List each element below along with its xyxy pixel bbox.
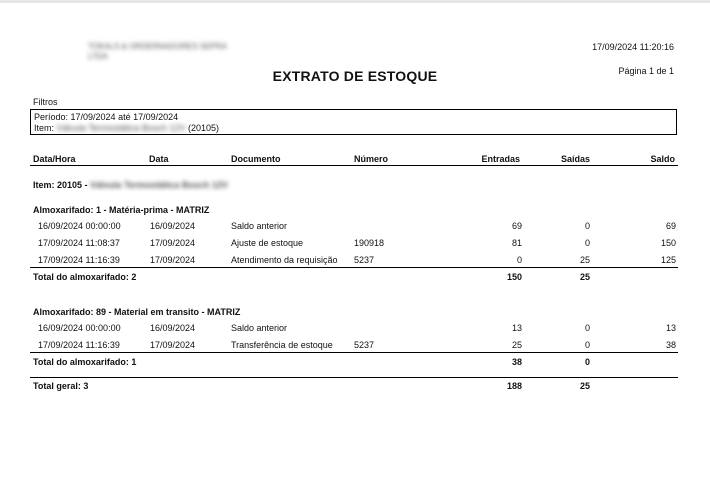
- item-heading-name: Válvula Termostática Bosch 12V: [90, 180, 228, 190]
- row-datahora: 17/09/2024 11:16:39: [38, 255, 120, 265]
- grand-total-divider: [30, 377, 678, 378]
- item-heading-prefix: Item: 20105 -: [33, 180, 88, 190]
- grand-total-label: Total geral: 3: [33, 381, 89, 391]
- row-saldo: 125: [660, 255, 676, 265]
- filter-item: [34, 123, 673, 134]
- page-top-border: [0, 0, 710, 3]
- row-data: 17/09/2024: [150, 255, 196, 265]
- col-header-data: Data: [149, 154, 169, 164]
- row-saldo: 150: [660, 238, 676, 248]
- page-number: Página 1 de 1: [618, 66, 674, 76]
- row-data: 16/09/2024: [150, 221, 196, 231]
- row-numero: 5237: [354, 340, 375, 350]
- col-header-entradas: Entradas: [481, 154, 520, 164]
- row-saidas: 0: [584, 340, 590, 350]
- row-documento: Ajuste de estoque: [231, 238, 304, 248]
- col-header-numero: Número: [354, 154, 389, 164]
- row-saidas: 0: [584, 221, 590, 231]
- grand-total-entradas: 188: [506, 381, 522, 391]
- warehouse-total-label: Total do almoxarifado: 1: [33, 357, 137, 367]
- company-line-2: LTDA: [88, 52, 108, 61]
- row-documento: Saldo anterior: [231, 323, 288, 333]
- filters-box: [30, 109, 677, 135]
- filter-item-prefix: Item:: [34, 123, 55, 133]
- row-documento: Saldo anterior: [231, 221, 288, 231]
- warehouse-total-saidas: 0: [584, 357, 590, 367]
- row-numero: 190918: [354, 238, 385, 248]
- row-data: 17/09/2024: [150, 340, 196, 350]
- row-datahora: 16/09/2024 00:00:00: [38, 221, 121, 231]
- filter-item-name: Válvula Termostática Bosch 12V: [56, 123, 186, 133]
- row-saidas: 25: [579, 255, 590, 265]
- row-data: 17/09/2024: [150, 238, 196, 248]
- filters-label: Filtros: [33, 97, 58, 107]
- company-line-1: TOKALS & ORDERNADORES SEPRA: [88, 42, 227, 51]
- row-saidas: 0: [584, 323, 590, 333]
- row-documento: Transferência de estoque: [231, 340, 333, 350]
- filter-item-code: (20105): [187, 123, 219, 133]
- warehouse-total-divider: [30, 267, 678, 268]
- row-datahora: 17/09/2024 11:16:39: [38, 340, 120, 350]
- row-saldo: 38: [665, 340, 676, 350]
- company-name: [88, 42, 227, 62]
- col-header-datahora: Data/Hora: [33, 154, 76, 164]
- warehouse-title: Almoxarifado: 1 - Matéria-prima - MATRIZ: [33, 205, 210, 215]
- row-entradas: 69: [511, 221, 522, 231]
- warehouse-total-entradas: 150: [506, 272, 522, 282]
- warehouse-total-saidas: 25: [579, 272, 590, 282]
- warehouse-total-label: Total do almoxarifado: 2: [33, 272, 137, 282]
- row-documento: Atendimento da requisição: [231, 255, 338, 265]
- row-saldo: 13: [665, 323, 676, 333]
- col-header-saidas: Saídas: [560, 154, 590, 164]
- row-saldo: 69: [665, 221, 676, 231]
- row-data: 16/09/2024: [150, 323, 196, 333]
- row-saidas: 0: [584, 238, 590, 248]
- row-datahora: 17/09/2024 11:08:37: [38, 238, 120, 248]
- report-datetime: 17/09/2024 11:20:16: [592, 42, 674, 52]
- col-header-documento: Documento: [231, 154, 281, 164]
- report-title: EXTRATO DE ESTOQUE: [272, 68, 438, 84]
- row-entradas: 0: [516, 255, 522, 265]
- item-heading: [33, 180, 228, 190]
- header-divider: [30, 165, 678, 166]
- row-datahora: 16/09/2024 00:00:00: [38, 323, 121, 333]
- row-numero: 5237: [354, 255, 375, 265]
- col-header-saldo: Saldo: [650, 154, 675, 164]
- row-entradas: 13: [511, 323, 522, 333]
- warehouse-total-divider: [30, 352, 678, 353]
- filter-period: Período: 17/09/2024 até 17/09/2024: [34, 112, 179, 122]
- row-entradas: 25: [511, 340, 522, 350]
- row-entradas: 81: [511, 238, 522, 248]
- warehouse-title: Almoxarifado: 89 - Material em transito - MATRIZ: [33, 307, 241, 317]
- warehouse-total-entradas: 38: [511, 357, 522, 367]
- grand-total-saidas: 25: [579, 381, 590, 391]
